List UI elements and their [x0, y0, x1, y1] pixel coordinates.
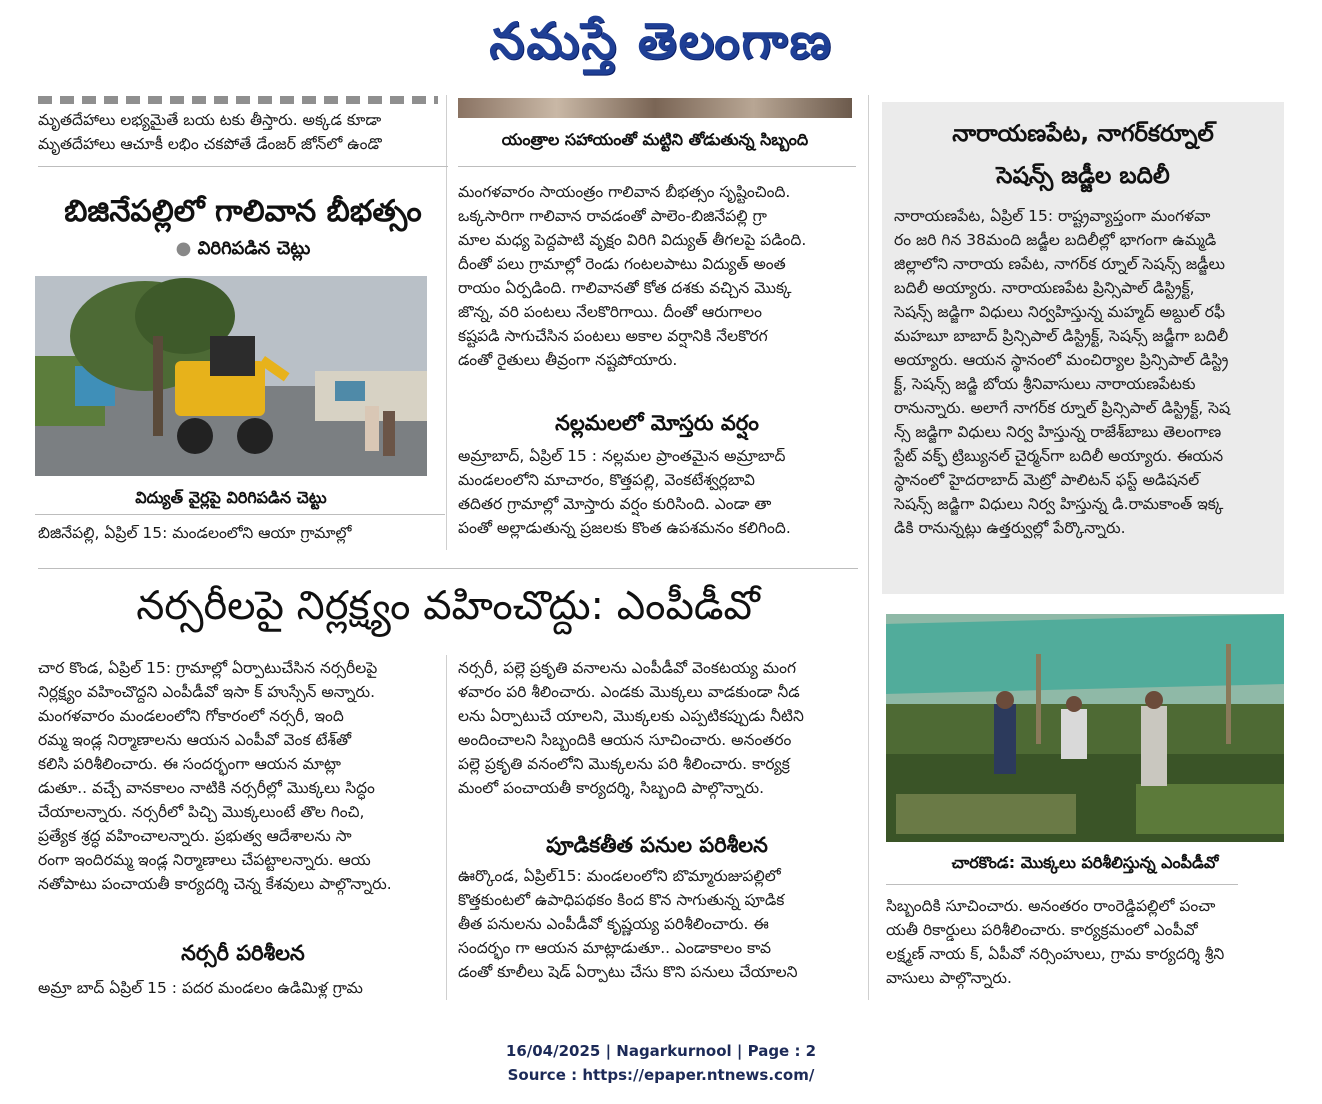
story1-subhead — [38, 238, 448, 263]
story2-headline: నల్లమలలో మోస్తరు వర్షం — [555, 411, 759, 435]
column-divider — [868, 95, 869, 1000]
story6-body: ఊర్కొండ, ఏప్రిల్15: మండలంలోని బొమ్మారుజుపల్లిలో కొత్తకుంటలో ఉపాధిపథకం కింద కొన సాగుతున్న పూడిక తీత పనులను ఎంపీడీవో కృష్ణయ్య పరిశీలించారు. ఈ సందర్భం గా ఆయన మాట్లాడుతూ.. ఎండాకాలం కావ డంతో కూలీలు షెడ్ ఏర్పాటు చేసు కొని పనులు చేయాలని — [458, 867, 798, 981]
story4-photo-caption: చారకొండ: మొక్కలు పరిశీలిస్తున్న ఎంపీడీవో — [951, 853, 1219, 872]
column-divider — [446, 95, 447, 550]
story1-subhead-text: విరిగిపడిన చెట్లు — [197, 238, 311, 259]
story6-headline: పూడికతీత పనుల పరిశీలన — [546, 833, 768, 857]
top-photo — [458, 98, 852, 118]
story1-body: మంగళవారం సాయంత్రం గాలివాన బీభత్సం సృష్టించింది. ఒక్కసారిగా గాలివాన రావడంతో పాలెం-బిజినేపల్లి గ్రా మాల మధ్య పెద్దపాటి వృక్షం విరిగి విద్యుత్ తీగలపై పడింది. దీంతో పలు గ్రామాల్లో రెండు గంటలపాటు విద్యుత్ అంత రాయం ఏర్పడింది. గాలివానతో కోత దశకు వచ్చిన మొక్క జొన్న, వరి పంటలు నేలకొరిగాయి. దీంతో ఆరుగాలం కష్టపడి సాగుచేసిన పంటలు అకాల వర్షానికి నేలకొరగ డంతో రైతులు తీవ్రంగా నష్టపోయారు. — [458, 183, 807, 369]
story5-body: అమ్రా బాద్ ఏప్రిల్ 15 : పదర మండలం ఉడిమిళ్ల గ్రామ — [38, 979, 363, 997]
story4-col1: చార కొండ, ఏప్రిల్ 15: గ్రామాల్లో ఏర్పాటుచేసిన నర్సరీలపై నిర్లక్ష్యం వహించొద్దని ఎంపీడీవో ఇసా క్ హుస్సేన్ అన్నారు. మంగళవారం మండలంలోని గోకారంలో నర్సరీ, ఇంది రమ్మ ఇండ్ల నిర్మాణాలను ఆయన ఎంపీవో వెంక టేశ్‌తో కలిసి పరిశీలించారు. ఈ సందర్భంగా ఆయన మాట్లా డుతూ.. వచ్చే వానకాలం నాటికి నర్సరీల్లో మొక్కలు సిద్ధం చేయాలన్నారు. నర్సరీలో పిచ్చి మొక్కలుంటే తొల గించి, ప్రత్యేక శ్రద్ధ వహించాలన్నారు. ప్రభుత్వ ఆదేశాలను సా రంగా ఇందిరమ్మ ఇండ్ల నిర్మాణాలు చేపట్టాలన్నారు. ఆయ నతోపాటు పంచాయతీ కార్యదర్శి చెన్న కేశవులు పాల్గొన్నారు. — [38, 659, 392, 893]
story3-headline-line2: సెషన్స్ జడ్జీల బదిలీ — [996, 163, 1170, 189]
story4-photo — [886, 614, 1284, 842]
footer-source-link[interactable]: Source : https://epaper.ntnews.com/ — [507, 1066, 815, 1084]
story4-headline: నర్సరీలపై నిర్లక్ష్యం వహించొద్దు: ఎంపీడీవో — [136, 583, 760, 629]
caption-divider — [886, 884, 1238, 885]
story5-headline: నర్సరీ పరిశీలన — [181, 941, 305, 965]
story1-dateline: బిజినేపల్లి, ఏప్రిల్ 15: మండలంలోని ఆయా గ్రామాల్లో — [38, 524, 352, 542]
section-divider — [38, 166, 448, 167]
story4-col2: నర్సరీ, పల్లె ప్రకృతి వనాలను ఎంపీడీవో వెంకటయ్య మంగ ళవారం పరి శీలించారు. ఎండకు మొక్కలు వాడకుండా నీడ లను ఏర్పాటుచే యాలని, మొక్కలకు ఎప్పటికప్పుడు నీటిని అందించాలని సిబ్బందికి ఆయన సూచించారు. అనంతరం పల్లె ప్రకృతి వనంలోని మొక్కలను పరి శీలించారు. కార్యక్ర మంలో పంచాయతీ కార్యదర్శి, సిబ్బంది పాల్గొన్నారు. — [458, 659, 804, 797]
story1-photo — [35, 276, 427, 476]
story4-col3: సిబ్బందికి సూచించారు. అనంతరం రాంరెడ్డిపల్లిలో పంచా యతీ రికార్డులు పరిశీలించారు. కార్యక్రమంలో ఎంపీవో లక్ష్మణ్ నాయ క్, ఏపీవో నర్సింహులు, గ్రామ కార్యదర్శి శ్రీని వాసులు పాల్గొన్నారు. — [886, 897, 1225, 987]
story3-headline-line1: నారాయణపేట, నాగర్‌కర్నూల్ — [952, 121, 1214, 147]
top-strip-text: మృతదేహాలు లభ్యమైతే బయ టకు తీస్తారు. అక్కడ కూడా మృతదేహాలు ఆచూకీ లభిం చకపోతే డేంజర్ జోన్‌లో ఉండొ — [38, 111, 382, 153]
caption-divider — [35, 514, 445, 515]
masthead-title: నమస్తే తెలంగాణ — [489, 11, 833, 70]
footer-date-edition: 16/04/2025 | Nagarkurnool | Page : 2 — [505, 1042, 817, 1060]
story2-body: అమ్రాబాద్, ఏప్రిల్ 15 : నల్లమల ప్రాంతమైన అమ్రాబాద్ మండలంలోని మాచారం, కొత్తపల్లి, వెంకటేశ్వర్లబావి తదితర గ్రామాల్లో మోస్తారు వర్షం కురిసింది. ఎండా తా పంతో అల్లాడుతున్న ప్రజలకు కొంత ఉపశమనం కలిగింది. — [458, 447, 791, 537]
story3-body: నారాయణపేట, ఏప్రిల్ 15: రాష్ట్రవ్యాప్తంగా మంగళవా రం జరి గిన 38మంది జడ్జీల బదిలీల్లో భాగంగా ఉమ్మడి జిల్లాలోని నారాయ ణపేట, నాగర్‌క ర్నూల్ సెషన్స్ జడ్జీలు బదిలీ అయ్యారు. నారాయణపేట ప్రిన్సిపాల్ డిస్ట్రిక్ట్, సెషన్స్ జడ్జిగా విధులు నిర్వహిస్తున్న మహ్మద్ అబ్దుల్ రఫీ మహబూ బాబాద్ ప్రిన్సిపాల్ డిస్ట్రిక్ట్, సెషన్స్ జడ్జీగా బదిలీ అయ్యారు. ఆయన స్థానంలో మంచిర్యాల ప్రిన్సిపాల్ డిస్ట్రి క్ట్, సెషన్స్ జడ్జి బోయ శ్రీనివాసులు నారాయణపేటకు రానున్నారు. అలాగే నాగర్‌క ర్నూల్ ప్రిన్సిపాల్ డిస్ట్రిక్ట్, సెష న్స్ జడ్జిగా విధులు నిర్వ హిస్తున్న రాజేశ్‌బాబు తెలంగాణ స్టేట్ వక్ఫ్ ట్రిబ్యునల్ చైర్మన్‌గా బదిలీ అయ్యారు. ఈయన స్థానంలో హైదరాబాద్ మెట్రో పాలిటన్ ఫస్ట్ అడిషనల్ సెషన్స్ జడ్జిగా విధులు నిర్వ హిస్తున్న డి.రామకాంత్ ఇక్క డికి రానున్నట్లు ఉత్తర్వుల్లో పేర్కొన్నారు. — [894, 207, 1231, 537]
section-divider — [38, 568, 858, 569]
cut-text-fragment — [38, 96, 438, 104]
top-photo-caption: యంత్రాల సహాయంతో మట్టిని తోడుతున్న సిబ్బంది — [501, 130, 809, 149]
bullet-icon: ● — [175, 238, 192, 259]
section-divider — [458, 166, 856, 167]
story1-headline: బిజినేపల్లిలో గాలివాన బీభత్సం — [64, 194, 422, 229]
story1-photo-caption: విద్యుత్ వైర్లపై విరిగిపడిన చెట్టు — [135, 488, 327, 507]
